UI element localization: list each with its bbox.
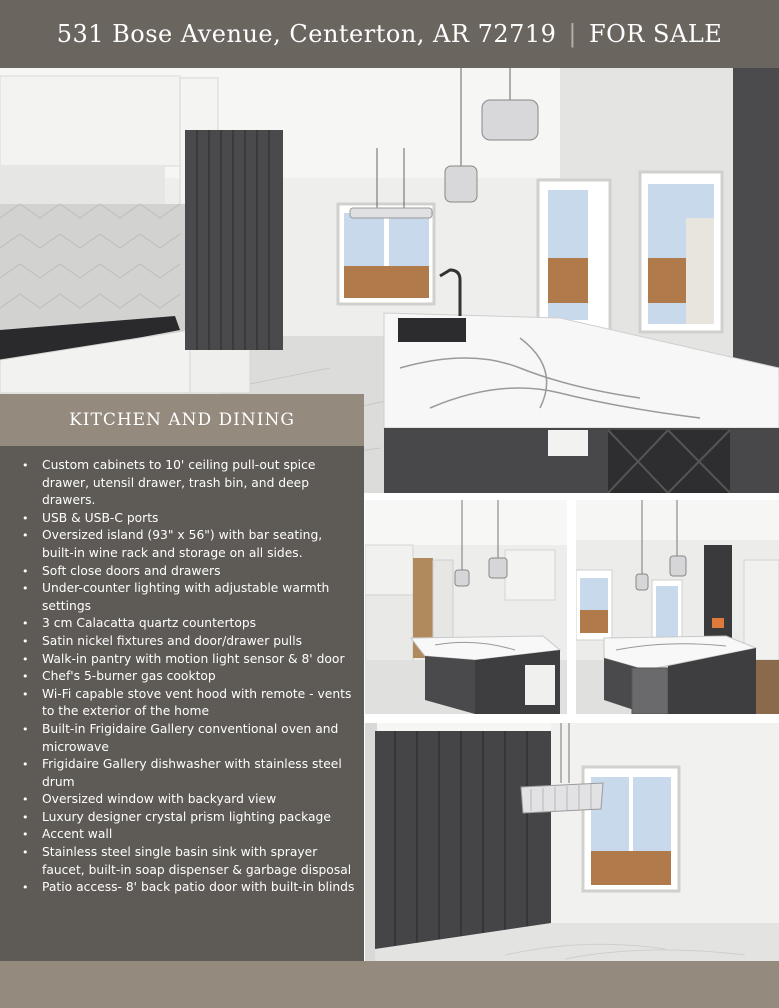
section-title: KITCHEN AND DINING — [0, 394, 364, 446]
title-separator: | — [568, 20, 578, 48]
footer-bar — [0, 961, 779, 1008]
feature-item: • Patio access- 8' back patio door with built-in blinds — [20, 879, 355, 897]
feature-item: • Walk-in pantry with motion light sensor & 8' door — [20, 651, 355, 669]
feature-list — [20, 457, 355, 897]
kitchen-island-photo — [365, 500, 567, 714]
feature-item: • Under-counter lighting with adjustable warmth settings — [20, 580, 355, 615]
feature-item: • Satin nickel fixtures and door/drawer pulls — [20, 633, 355, 651]
header-bar — [0, 0, 779, 68]
feature-item: • Accent wall — [20, 826, 355, 844]
feature-item: • Frigidaire Gallery dishwasher with stainless steel drum — [20, 756, 355, 791]
status-text: FOR SALE — [589, 20, 723, 48]
feature-item: • 3 cm Calacatta quartz countertops — [20, 615, 355, 633]
feature-item: • Chef's 5-burner gas cooktop — [20, 668, 355, 686]
feature-item: • Soft close doors and drawers — [20, 563, 355, 581]
feature-item: • USB & USB-C ports — [20, 510, 355, 528]
address-text: 531 Bose Avenue, Centerton, AR 72719 — [56, 20, 557, 48]
dishwasher-island-photo — [576, 500, 779, 714]
feature-item: • Stainless steel single basin sink with sprayer faucet, built-in soap dispenser & garbage disposal — [20, 844, 355, 879]
dining-accent-wall-photo — [365, 723, 779, 961]
feature-item: • Built-in Frigidaire Gallery conventional oven and microwave — [20, 721, 355, 756]
listing-title — [0, 0, 779, 68]
feature-item: • Custom cabinets to 10' ceiling pull-out spice drawer, utensil drawer, trash bin, and deep drawers. — [20, 457, 355, 510]
feature-item: • Oversized island (93" x 56") with bar seating, built-in wine rack and storage on all sides. — [20, 527, 355, 562]
feature-item: • Wi-Fi capable stove vent hood with remote - vents to the exterior of the home — [20, 686, 355, 721]
feature-item: • Oversized window with backyard view — [20, 791, 355, 809]
feature-item: • Luxury designer crystal prism lighting package — [20, 809, 355, 827]
